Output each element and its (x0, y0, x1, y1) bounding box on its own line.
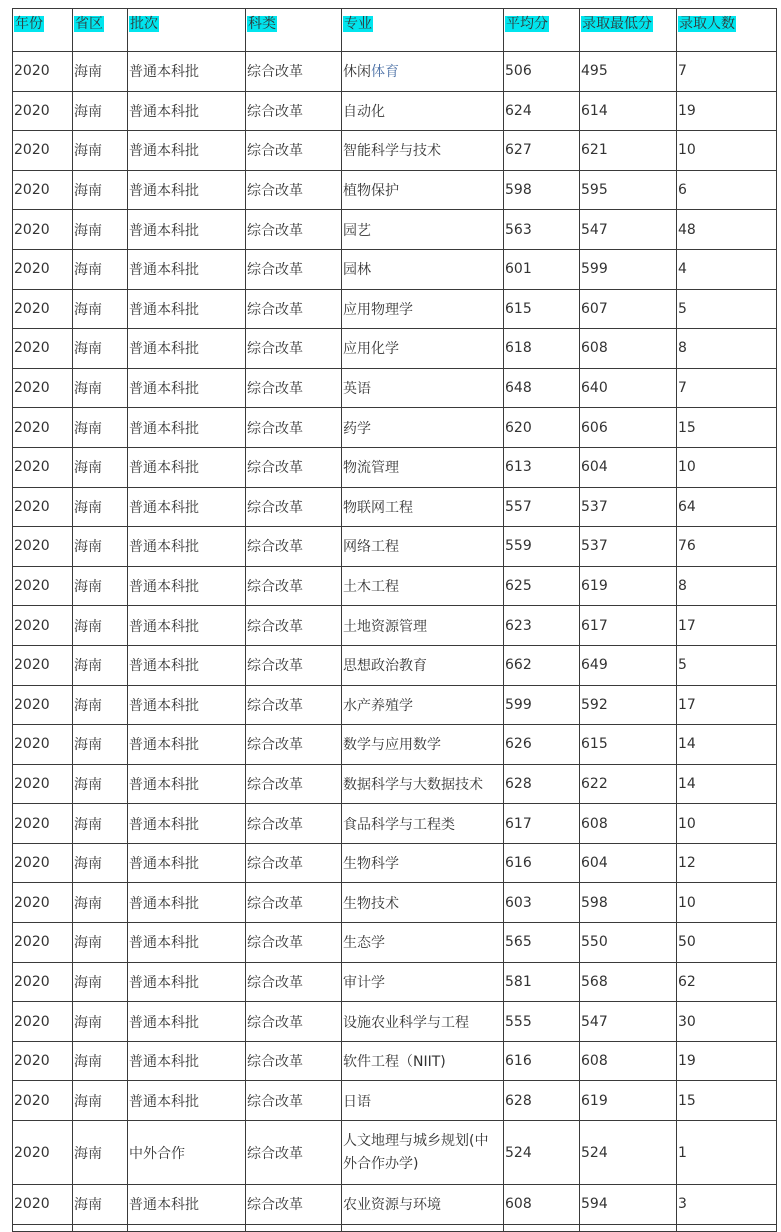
cell-category: 综合改革 (246, 566, 342, 606)
cell-average-score: 628 (504, 1081, 580, 1121)
cell-batch: 普通本科批 (128, 91, 246, 131)
cell-admitted-count: 17 (677, 685, 777, 725)
table-row (13, 408, 777, 448)
cell-min-score: 524 (580, 1121, 677, 1185)
cell-province: 海南 (73, 52, 128, 92)
cell-min-score: 604 (580, 843, 677, 883)
cell-major: 生态学 (342, 923, 504, 963)
cell-average-score: 565 (504, 923, 580, 963)
header-min-score: 录取最低分 (580, 9, 677, 52)
cell-admitted-count: 15 (677, 408, 777, 448)
cell-year: 2020 (13, 131, 73, 171)
cell-year: 2020 (13, 685, 73, 725)
cell-major: 设施农业科学与工程 (342, 1002, 504, 1042)
cell-category: 综合改革 (246, 289, 342, 329)
cell-admitted-count: 10 (677, 883, 777, 923)
cell-category: 综合改革 (246, 131, 342, 171)
table-row (13, 329, 777, 369)
cell-admitted-count: 8 (677, 329, 777, 369)
table-row (13, 764, 777, 804)
cell-category: 综合改革 (246, 408, 342, 448)
header-year: 年份 (13, 9, 73, 52)
cell-average-score: 625 (504, 566, 580, 606)
cell-min-score: 614 (580, 91, 677, 131)
cell-year: 2020 (13, 804, 73, 844)
cell-province: 海南 (73, 408, 128, 448)
table-row (13, 447, 777, 487)
table-row (13, 606, 777, 646)
cell-average-score: 623 (504, 606, 580, 646)
cell-batch: 普通本科批 (128, 368, 246, 408)
cell-year: 2020 (13, 289, 73, 329)
cell-category: 综合改革 (246, 725, 342, 765)
cell-province: 海南 (73, 249, 128, 289)
cell-major: 食品科学与工程类 (342, 804, 504, 844)
cell-major: 智能科学与技术 (342, 131, 504, 171)
cell-province: 海南 (73, 923, 128, 963)
cell-average-score: 608 (504, 1185, 580, 1225)
cell-year: 2020 (13, 1002, 73, 1042)
cell-province: 海南 (73, 1002, 128, 1042)
cell-batch: 普通本科批 (128, 843, 246, 883)
cell-year: 2020 (13, 645, 73, 685)
cell-province: 海南 (73, 685, 128, 725)
table-body (13, 52, 777, 1232)
cell-year: 2020 (13, 1185, 73, 1225)
cell-major: 物联网工程 (342, 487, 504, 527)
cell-admitted-count: 1 (677, 1121, 777, 1185)
cell-min-score: 619 (580, 1081, 677, 1121)
cell-admitted-count: 3 (677, 1185, 777, 1225)
cell-major: 园林 (342, 249, 504, 289)
cell-batch: 普通本科批 (128, 1041, 246, 1081)
cell-empty (342, 1224, 504, 1231)
cell-batch: 普通本科批 (128, 685, 246, 725)
cell-min-score: 592 (580, 685, 677, 725)
cell-admitted-count: 7 (677, 368, 777, 408)
cell-major: 药学 (342, 408, 504, 448)
cell-min-score: 547 (580, 1002, 677, 1042)
cell-empty (13, 1224, 73, 1231)
cell-category: 综合改革 (246, 249, 342, 289)
cell-major: 应用物理学 (342, 289, 504, 329)
cell-province: 海南 (73, 329, 128, 369)
cell-average-score: 563 (504, 210, 580, 250)
header-row (13, 9, 777, 52)
cell-province: 海南 (73, 566, 128, 606)
cell-min-score: 608 (580, 329, 677, 369)
cell-province: 海南 (73, 764, 128, 804)
cell-min-score: 550 (580, 923, 677, 963)
cell-year: 2020 (13, 368, 73, 408)
cell-min-score: 595 (580, 170, 677, 210)
cell-year: 2020 (13, 764, 73, 804)
cell-major: 日语 (342, 1081, 504, 1121)
cell-admitted-count: 8 (677, 566, 777, 606)
major-link[interactable]: 体育 (371, 64, 399, 81)
cell-category: 综合改革 (246, 170, 342, 210)
cell-batch: 普通本科批 (128, 804, 246, 844)
cell-year: 2020 (13, 566, 73, 606)
cell-category: 综合改革 (246, 91, 342, 131)
cell-year: 2020 (13, 962, 73, 1002)
cell-batch: 普通本科批 (128, 170, 246, 210)
cell-category: 综合改革 (246, 329, 342, 369)
cell-province: 海南 (73, 645, 128, 685)
cell-admitted-count: 5 (677, 645, 777, 685)
cell-admitted-count: 14 (677, 725, 777, 765)
table-row (13, 91, 777, 131)
table-row (13, 131, 777, 171)
cell-major: 数学与应用数学 (342, 725, 504, 765)
cell-batch: 普通本科批 (128, 764, 246, 804)
cell-average-score: 662 (504, 645, 580, 685)
cell-category: 综合改革 (246, 527, 342, 567)
table-row (13, 883, 777, 923)
cell-category: 综合改革 (246, 962, 342, 1002)
cell-batch: 普通本科批 (128, 447, 246, 487)
cell-category: 综合改革 (246, 923, 342, 963)
cell-year: 2020 (13, 249, 73, 289)
cell-batch: 普通本科批 (128, 606, 246, 646)
cell-category: 综合改革 (246, 883, 342, 923)
cell-min-score: 621 (580, 131, 677, 171)
table-row (13, 527, 777, 567)
cell-admitted-count: 5 (677, 289, 777, 329)
cell-batch: 普通本科批 (128, 923, 246, 963)
cell-major: 自动化 (342, 91, 504, 131)
cell-min-score: 617 (580, 606, 677, 646)
cell-admitted-count: 10 (677, 804, 777, 844)
cell-admitted-count: 19 (677, 91, 777, 131)
table-row (13, 843, 777, 883)
cell-major: 人文地理与城乡规划(中外合作办学) (342, 1121, 504, 1185)
cell-category: 综合改革 (246, 843, 342, 883)
cell-major: 水产养殖学 (342, 685, 504, 725)
cell-province: 海南 (73, 883, 128, 923)
cell-average-score: 615 (504, 289, 580, 329)
table-row (13, 804, 777, 844)
cell-year: 2020 (13, 843, 73, 883)
cell-min-score: 640 (580, 368, 677, 408)
cell-province: 海南 (73, 843, 128, 883)
cell-min-score: 537 (580, 527, 677, 567)
cell-average-score: 599 (504, 685, 580, 725)
header-batch: 批次 (128, 9, 246, 52)
cell-major: 软件工程（NIIT) (342, 1041, 504, 1081)
cell-average-score: 581 (504, 962, 580, 1002)
cell-average-score: 624 (504, 91, 580, 131)
cell-year: 2020 (13, 408, 73, 448)
cell-category: 综合改革 (246, 1121, 342, 1185)
cell-average-score: 524 (504, 1121, 580, 1185)
cell-province: 海南 (73, 289, 128, 329)
table-row (13, 368, 777, 408)
cell-batch: 普通本科批 (128, 645, 246, 685)
cell-admitted-count: 6 (677, 170, 777, 210)
cell-year: 2020 (13, 1081, 73, 1121)
cell-admitted-count: 48 (677, 210, 777, 250)
cell-min-score: 622 (580, 764, 677, 804)
table-row (13, 289, 777, 329)
cell-category: 综合改革 (246, 52, 342, 92)
table-row (13, 923, 777, 963)
cell-empty (580, 1224, 677, 1231)
cell-major: 英语 (342, 368, 504, 408)
cell-province: 海南 (73, 91, 128, 131)
table-row (13, 566, 777, 606)
cell-average-score: 617 (504, 804, 580, 844)
cell-category: 综合改革 (246, 645, 342, 685)
cell-major: 网络工程 (342, 527, 504, 567)
cell-province: 海南 (73, 1041, 128, 1081)
cell-batch: 普通本科批 (128, 883, 246, 923)
cell-min-score: 607 (580, 289, 677, 329)
cell-admitted-count: 4 (677, 249, 777, 289)
cell-major: 物流管理 (342, 447, 504, 487)
cell-average-score: 557 (504, 487, 580, 527)
cell-average-score: 648 (504, 368, 580, 408)
cell-category: 综合改革 (246, 804, 342, 844)
cell-empty (128, 1224, 246, 1231)
cell-major: 农业资源与环境 (342, 1185, 504, 1225)
cell-category: 综合改革 (246, 1185, 342, 1225)
cell-batch: 普通本科批 (128, 289, 246, 329)
cell-admitted-count: 19 (677, 1041, 777, 1081)
cell-admitted-count: 64 (677, 487, 777, 527)
cell-average-score: 616 (504, 1041, 580, 1081)
table-row (13, 1041, 777, 1081)
header-major: 专业 (342, 9, 504, 52)
cell-year: 2020 (13, 923, 73, 963)
cell-average-score: 559 (504, 527, 580, 567)
cell-batch: 普通本科批 (128, 527, 246, 567)
cell-year: 2020 (13, 447, 73, 487)
cell-min-score: 594 (580, 1185, 677, 1225)
cell-year: 2020 (13, 883, 73, 923)
cell-empty (73, 1224, 128, 1231)
cell-min-score: 495 (580, 52, 677, 92)
cell-admitted-count: 10 (677, 447, 777, 487)
cell-province: 海南 (73, 170, 128, 210)
header-category: 科类 (246, 9, 342, 52)
cell-major: 土地资源管理 (342, 606, 504, 646)
table-row (13, 645, 777, 685)
table-row (13, 1121, 777, 1185)
cell-min-score: 599 (580, 249, 677, 289)
table-row (13, 52, 777, 92)
table-row (13, 685, 777, 725)
cell-min-score: 608 (580, 804, 677, 844)
cell-province: 海南 (73, 210, 128, 250)
cell-category: 综合改革 (246, 1081, 342, 1121)
cell-average-score: 626 (504, 725, 580, 765)
cell-major: 植物保护 (342, 170, 504, 210)
cell-category: 综合改革 (246, 1002, 342, 1042)
cell-admitted-count: 15 (677, 1081, 777, 1121)
cell-province: 海南 (73, 487, 128, 527)
cell-average-score: 506 (504, 52, 580, 92)
cell-empty (246, 1224, 342, 1231)
table-row (13, 170, 777, 210)
cell-admitted-count: 50 (677, 923, 777, 963)
table-row (13, 725, 777, 765)
cell-year: 2020 (13, 487, 73, 527)
table-row (13, 249, 777, 289)
cell-province: 海南 (73, 1121, 128, 1185)
admission-scores-table (12, 8, 777, 1232)
cell-average-score: 603 (504, 883, 580, 923)
cell-year: 2020 (13, 52, 73, 92)
cell-average-score: 628 (504, 764, 580, 804)
cell-admitted-count: 62 (677, 962, 777, 1002)
cell-batch: 普通本科批 (128, 249, 246, 289)
cell-province: 海南 (73, 368, 128, 408)
cell-category: 综合改革 (246, 764, 342, 804)
cell-province: 海南 (73, 804, 128, 844)
cell-year: 2020 (13, 1121, 73, 1185)
cell-batch: 普通本科批 (128, 52, 246, 92)
cell-major: 审计学 (342, 962, 504, 1002)
cell-min-score: 537 (580, 487, 677, 527)
cell-province: 海南 (73, 131, 128, 171)
table-row (13, 1081, 777, 1121)
cell-category: 综合改革 (246, 368, 342, 408)
cell-min-score: 608 (580, 1041, 677, 1081)
cell-major: 生物技术 (342, 883, 504, 923)
cell-empty (504, 1224, 580, 1231)
table-row (13, 210, 777, 250)
cell-admitted-count: 10 (677, 131, 777, 171)
cell-batch: 普通本科批 (128, 408, 246, 448)
cell-average-score: 618 (504, 329, 580, 369)
cell-year: 2020 (13, 329, 73, 369)
cell-admitted-count: 14 (677, 764, 777, 804)
cell-average-score: 598 (504, 170, 580, 210)
table-row-partial (13, 1224, 777, 1231)
cell-batch: 普通本科批 (128, 566, 246, 606)
cell-major: 应用化学 (342, 329, 504, 369)
cell-category: 综合改革 (246, 210, 342, 250)
cell-category: 综合改革 (246, 685, 342, 725)
cell-average-score: 616 (504, 843, 580, 883)
cell-min-score: 568 (580, 962, 677, 1002)
cell-year: 2020 (13, 1041, 73, 1081)
cell-batch: 普通本科批 (128, 329, 246, 369)
cell-min-score: 619 (580, 566, 677, 606)
cell-province: 海南 (73, 1081, 128, 1121)
cell-year: 2020 (13, 210, 73, 250)
cell-admitted-count: 12 (677, 843, 777, 883)
table-row (13, 962, 777, 1002)
cell-admitted-count: 30 (677, 1002, 777, 1042)
cell-major: 生物科学 (342, 843, 504, 883)
cell-average-score: 601 (504, 249, 580, 289)
cell-batch: 普通本科批 (128, 1002, 246, 1042)
cell-batch: 普通本科批 (128, 487, 246, 527)
cell-province: 海南 (73, 1185, 128, 1225)
cell-min-score: 598 (580, 883, 677, 923)
cell-category: 综合改革 (246, 1041, 342, 1081)
cell-admitted-count: 17 (677, 606, 777, 646)
cell-province: 海南 (73, 606, 128, 646)
cell-min-score: 649 (580, 645, 677, 685)
cell-average-score: 555 (504, 1002, 580, 1042)
cell-province: 海南 (73, 527, 128, 567)
cell-batch: 普通本科批 (128, 1081, 246, 1121)
table-row (13, 1002, 777, 1042)
major-text: 休闲 (343, 64, 371, 81)
cell-major (342, 52, 504, 92)
cell-average-score: 620 (504, 408, 580, 448)
cell-year: 2020 (13, 725, 73, 765)
cell-batch: 中外合作 (128, 1121, 246, 1185)
cell-batch: 普通本科批 (128, 1185, 246, 1225)
cell-category: 综合改革 (246, 487, 342, 527)
header-admitted-count: 录取人数 (677, 9, 777, 52)
cell-batch: 普通本科批 (128, 210, 246, 250)
cell-min-score: 604 (580, 447, 677, 487)
cell-category: 综合改革 (246, 606, 342, 646)
cell-major: 数据科学与大数据技术 (342, 764, 504, 804)
header-average-score: 平均分 (504, 9, 580, 52)
cell-year: 2020 (13, 170, 73, 210)
cell-min-score: 606 (580, 408, 677, 448)
cell-province: 海南 (73, 447, 128, 487)
cell-min-score: 615 (580, 725, 677, 765)
cell-province: 海南 (73, 725, 128, 765)
table-row (13, 487, 777, 527)
header-province: 省区 (73, 9, 128, 52)
cell-major: 思想政治教育 (342, 645, 504, 685)
cell-admitted-count: 76 (677, 527, 777, 567)
cell-year: 2020 (13, 527, 73, 567)
cell-average-score: 627 (504, 131, 580, 171)
cell-admitted-count: 7 (677, 52, 777, 92)
cell-batch: 普通本科批 (128, 131, 246, 171)
cell-batch: 普通本科批 (128, 725, 246, 765)
cell-category: 综合改革 (246, 447, 342, 487)
cell-min-score: 547 (580, 210, 677, 250)
cell-empty (677, 1224, 777, 1231)
cell-batch: 普通本科批 (128, 962, 246, 1002)
cell-major: 土木工程 (342, 566, 504, 606)
cell-major: 园艺 (342, 210, 504, 250)
cell-year: 2020 (13, 606, 73, 646)
cell-average-score: 613 (504, 447, 580, 487)
table-row (13, 1185, 777, 1225)
cell-province: 海南 (73, 962, 128, 1002)
cell-year: 2020 (13, 91, 73, 131)
